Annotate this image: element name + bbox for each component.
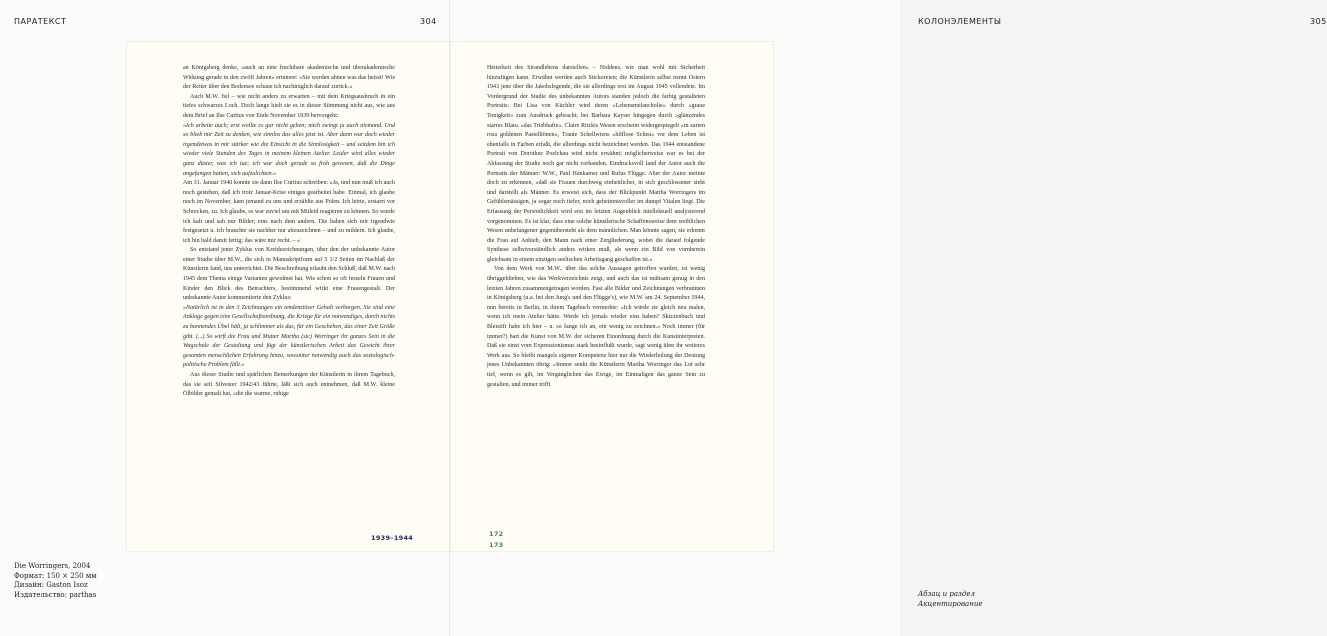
left-book-page <box>127 42 449 551</box>
right-folio-number-1: 172 <box>489 530 504 538</box>
caption-topic-2: Акцентирование <box>918 599 983 608</box>
right-running-title: КОЛОНЭЛЕМЕНТЫ <box>918 17 1002 26</box>
left-folio-range: 1939–1944 <box>371 534 414 542</box>
caption-design: Дизайн: Gaston Isoz <box>14 581 88 589</box>
left-running-title: ПАРАТЕКСТ <box>14 17 67 26</box>
right-body-text <box>487 64 705 390</box>
paragraph: Aus dieser Studie und spärlichen Bemerkungen der Künstlerin in ihrem Tagebuch, das sie seit Silvester 1942/43 führte, läßt sich auch entnehmen, daß M.W. kleine Ölbilder gemalt hat, »die die warme, ruhige <box>183 372 395 398</box>
right-book-page <box>451 42 773 551</box>
paragraph: Am 31. Januar 1940 konnte sie dann Ilse Curtius schreiben: »Ja, und nun muß ich auch noch gestehen, daß ich trotz Januar-Krise einiges gearbeitet habe. Einmal, ich glaube noch im November, kam jemand zu uns und erzählte aus Polen. Ich hörte, erstarrt vor Schrecken, zu. Ich glaube, es war zuviel um mit Mitleid reagieren zu können. So wurde ich kalt und sah nur Bilder; eins nach dem andern. Die haben sich mir irgendwie festgesetzt u. ich brauchte sie nachher nur abzuzeichnen – und zu mildern. Ich glaube, ich bin bald damit fertig; das wäre mir recht. – « <box>183 180 395 244</box>
caption-title: Die Worringers, 2004 <box>14 562 91 570</box>
right-folio-number-2: 173 <box>489 541 504 549</box>
left-page-number: 304 <box>420 17 437 26</box>
paragraph: Heiterkeit des Strandlebens darstellen« – Niddens, wie man wohl mit Sicherheit hinzufügen kann. Erwähnt werden auch Stickereien; die Künstlerin selbst nennt Ostern 1943 jene über die Jakobslegende, die sie allerdings erst im August 1945 vollendete. Im Vordergrund der Studie des unbekannten Autors standen jedoch die farbig gestalteten Portraits: Bei Lisa von Küchler wird deren »Lebensmelancholie« durch »graue Tonigkeit« zum Ausdruck gebracht; bei Barbara Kayser hingegen durch »glänzendes starres Blau« »das Triebhafte«. Claire Ritzkis Wesen erscheint widergespiegelt »in zarten rosa goldenen Pastelltönen«, Traute Schellwiens »hilflose Scheu« vor dem Leben ist ebenfalls in Farben erfaßt, die allerdings nicht bezeichnet werden. Das 1944 entstandene Portrait von Dorothee Poelchau wird nicht erwähnt; möglicherweise war es bei der Abfassung der Studie noch gar nicht vorhanden. Eindrucksvoll fand der Autor auch die Portraits der Männer: W.W., Paul Hankamer und Rufus Flügge. Aber der Autor meinte doch zu erkennen, »daß sie Frauen durchweg einheitlicher, in sich geschlossener sieht und darstellt als Männer. Es erweist sich, dass der Blickpunkt Martha Worringers im Gefühlsmässigen, ja sogar noch tiefer, noch geheimnisvoller im dumpf Vitalen liegt. Die Erfassung der Persönlichkeit wird erst im letzten Augenblick intellektuell analysierend vorgenommen. Es ist klar, dass eine solche künstlerische Schaffensweise dem weiblichen Wesen unbefangener gegenübersteht als dem männlichen. Man könnte sagen, sie erkennt die Frau auf Anhieb, den Mann nach einer Zergliederung, wobei die darauf folgende Synthese selbstverständlich anders wirken muß, als wenn ein Bild von vornherein gleichsam in einem einzigen seelischen Arbeitsgang geschaffen ist.« <box>487 65 705 263</box>
caption-format: Формат: 150 × 250 мм <box>14 571 97 580</box>
left-page <box>0 0 450 636</box>
section-caption <box>918 590 982 609</box>
caption-topic-1: Абзац и раздел <box>918 590 975 598</box>
block-quote: »Ich arbeite auch; erst wollte es gar nicht gehen; mich zwingt ja auch niemand. Und so blieb mir Zeit zu denken, wie sinnlos das alles jetzt ist. Aber dann war doch wieder irgendetwas in mir stärker wie die Einsicht in die Sinnlosigkeit – und seitdem bin ich wieder viele Stunden des Tages in meinem kleinen Atelier. Leider wird alles wieder ganz düster, was ich tue; ich war doch gerade so froh gewesen, daß die Dinge angefangen hatten, sich aufzulichten.« <box>183 122 395 177</box>
paragraph: Von dem Werk von M.W., über das solche Aussagen getroffen wurden, ist wenig übriggeblieben, wie das Werkverzeichnis zeigt, und auch das ist mühsam genug in den letzten Jahren zusammengetragen worden. Fast alle Bilder und Zeichnungen verbrannten in Königsberg (u.a. bei den Jung's und den Flügge's), wie M.W. am 24. September 1944, nun bereits in Berlin, in ihrem Tagebuch vermerkte: »Ich würde sie gleich neu malen, wenn ich mein Atelier hätte. Werde ich jemals wieder eins haben? Skizzenbuch und Bleistift habe ich hier – u. so fange ich an, ein wenig zu zeichnen.« Noch immer (für immer?) hart die Kunst von M.W. der sicheren Einordnung durch die Kunstinterpreten. Daß sie einst vom Expressionismus stark beeinflußt wurde, sagt wenig über ihr weiteres Werk aus. So bleibt mangels eigener Kompetenz hier nur die Wiederholung der Deutung jenes Unbekannten übrig: »Immer senkt die Künstlerin Martha Worringer das Lot sehr tief, wenn es gilt, im Vergänglichen das Ewige, im Einmaligen das ganze Sein zu gestalten, und immer trifft <box>487 266 705 388</box>
paragraph: So entstand jener Zyklus von Kreidezeichnungen, über den der unbekannte Autor einer Studie über M.W., die sich in Manuskriptform auf 5 1/2 Seiten im Nachlaß der Künstlerin fand, uns unterrichtet. Die Beschreibung erlaubt den Schluß, daß M.W. nach 1945 dem Thema einige Varianten gewidmet hat. Wie schon so oft fesseln Frauen und Kinder den Blick des Betrachters, bestimmend wirkt eine Frauengestalt. Der unbekannte Autor kommentierte den Zyklus: <box>183 247 395 302</box>
paragraph: Auch M.W. fiel – wie nicht anders zu erwarten – mit dem Kriegsausbruch in ein tiefes schwarzes Loch. Doch lange hielt sie es in dieser Stimmung nicht aus, wie aus dem Brief an Ilse Curtius von Ende November 1939 hervorgeht: <box>183 93 395 119</box>
left-body-text <box>183 64 395 400</box>
block-quote: »Natürlich ist in den 3 Zeichnungen ein tendenziöser Gehalt verborgen. Sie sind eine Anklage gegen eine Gesellschaftsordnung, die Kriege für ein notwendiges, durch nichts zu bannendes Übel hält, ja schlimmer als das, für ein Geschehen, das einer Zeit Größe gibt. (...) So wirft die Frau und Mutter Martha (sic) Worringer ihr ganzes Sein in die Wagschale der Gestaltung und fügt der künstlerischen Arbeit das Gewicht ihrer gesamten menschlichen Erfahrung hinzu, sowsniter notwendig auch das soziologisch-politische Problem fällt.« <box>183 304 395 369</box>
caption-publisher: Издательство: parthas <box>14 590 97 599</box>
paragraph: an Königsberg denke, »auch an eine fruchtbare akademische und überakademische Wirkung gerade in den zwölf Jahren« erinnere: »Sie werden ahnen was das heisst! Wie der Reiter über den Bodensee schaue ich nachträglich darauf zurück.« <box>183 65 395 91</box>
right-page-number: 305 <box>1310 17 1327 26</box>
book-caption <box>14 562 97 600</box>
